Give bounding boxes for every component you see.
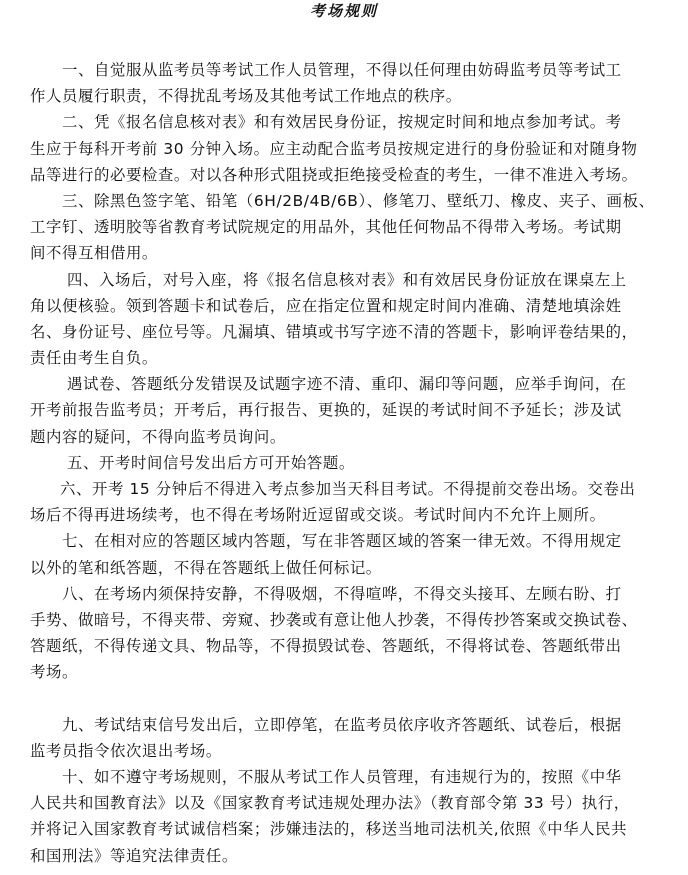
rule-4-line-4: 责任由考生自负。 [30,349,158,368]
rule-8-line-3: 答题纸，不得传递文具、物品等，不得损毁试卷、答题纸，不得将试卷、答题纸带出 [30,637,622,656]
rule-2-line-3: 品等进行的必要检查。对以各种形式阻挠或拒绝接受检查的考生，一律不准进入考场。 [30,165,638,184]
blank-line [30,686,660,712]
rule-10-line-4: 和国刑法》等追究法律责任。 [30,846,238,865]
rule-9-line-1: 九、考试结束信号发出后，立即停笔，在监考员依序收齐答题纸、试卷后，根据 [62,715,622,734]
rule-4-line-3: 名、身份证号、座位号等。凡漏填、错填或书写字迹不清的答题卡，影响评卷结果的， [30,322,638,341]
rule-4b-line-1: 遇试卷、答题纸分发错误及试题字迹不清、重印、漏印等问题，应举手询问，在 [67,375,627,394]
rule-8-line-4: 考场。 [30,663,78,682]
document-body [30,57,660,869]
rule-4-line-1: 四、入场后，对号入座，将《报名信息核对表》和有效居民身份证放在课桌左上 [67,270,627,289]
rule-1-line-1: 一、自觉服从监考员等考试工作人员管理，不得以任何理由妨碍监考员等考试工 [62,61,622,79]
rule-8-line-1: 八、在考场内须保持安静，不得吸烟，不得喧哗，不得交头接耳、左顾右盼、打 [62,584,622,603]
rule-7-line-2: 以外的笔和纸答题，不得在答题纸上做任何标记。 [30,558,382,577]
rule-1-line-2: 作人员履行职责，不得扰乱考场及其他考试工作地点的秩序。 [30,87,462,106]
rule-5-line-1: 五、开考时间信号发出后方可开始答题。 [67,453,355,472]
rule-4-line-2: 角以便核验。领到答题卡和试卷后，应在指定位置和规定时间内准确、清楚地填涂姓 [30,296,622,315]
rule-3-line-3: 间不得互相借用。 [30,244,158,263]
rule-10-line-2: 人民共和国教育法》以及《国家教育考试违规处理办法》（教育部令第 33 号）执行， [30,794,630,813]
rule-10-line-3: 并将记入国家教育考试诚信档案；涉嫌违法的，移送当地司法机关,依照《中华人民共 [30,820,628,839]
rule-6-line-1: 六、开考 15 分钟后不得进入考点参加当天科目考试。不得提前交卷出场。交卷出 [60,480,636,498]
rule-10-line-1: 十、如不遵守考场规则，不服从考试工作人员管理，有违规行为的，按照《中华 [62,768,622,787]
rule-2-line-1: 二、凭《报名信息核对表》和有效居民身份证，按规定时间和地点参加考试。考 [62,113,622,132]
rule-3-line-1: 三、除黑色签字笔、铅笔（6H/2B/4B/6B）、修笔刀、壁纸刀、橡皮、夹子、画板、 [62,191,655,210]
rule-4b-line-2: 开考前报告监考员；开考后，再行报告、更换的，延误的考试时间不予延长；涉及试 [30,401,622,420]
rule-3-line-2: 工字钉、透明胶等省教育考试院规定的用品外，其他任何物品不得带入考场。考试期 [30,218,622,237]
rule-7-line-1: 七、在相对应的答题区域内答题，写在非答题区域的答案一律无效。不得用规定 [62,532,622,551]
rule-6-line-2: 场后不得再进场续考，也不得在考场附近逗留或交谈。考试时间内不允许上厕所。 [30,506,606,525]
rule-4b-line-3: 题内容的疑问，不得向监考员询问。 [30,427,286,446]
rule-9-line-2: 监考员指令依次退出考场。 [30,741,222,760]
rule-8-line-2: 手势、做暗号，不得夹带、旁窥、抄袭或有意让他人抄袭，不得传抄答案或交换试卷、 [30,610,638,629]
rule-2-line-2: 生应于每科开考前 30 分钟入场。应主动配合监考员按规定进行的身份验证和对随身物 [30,139,638,158]
document-title: 考场规则 [309,2,378,20]
